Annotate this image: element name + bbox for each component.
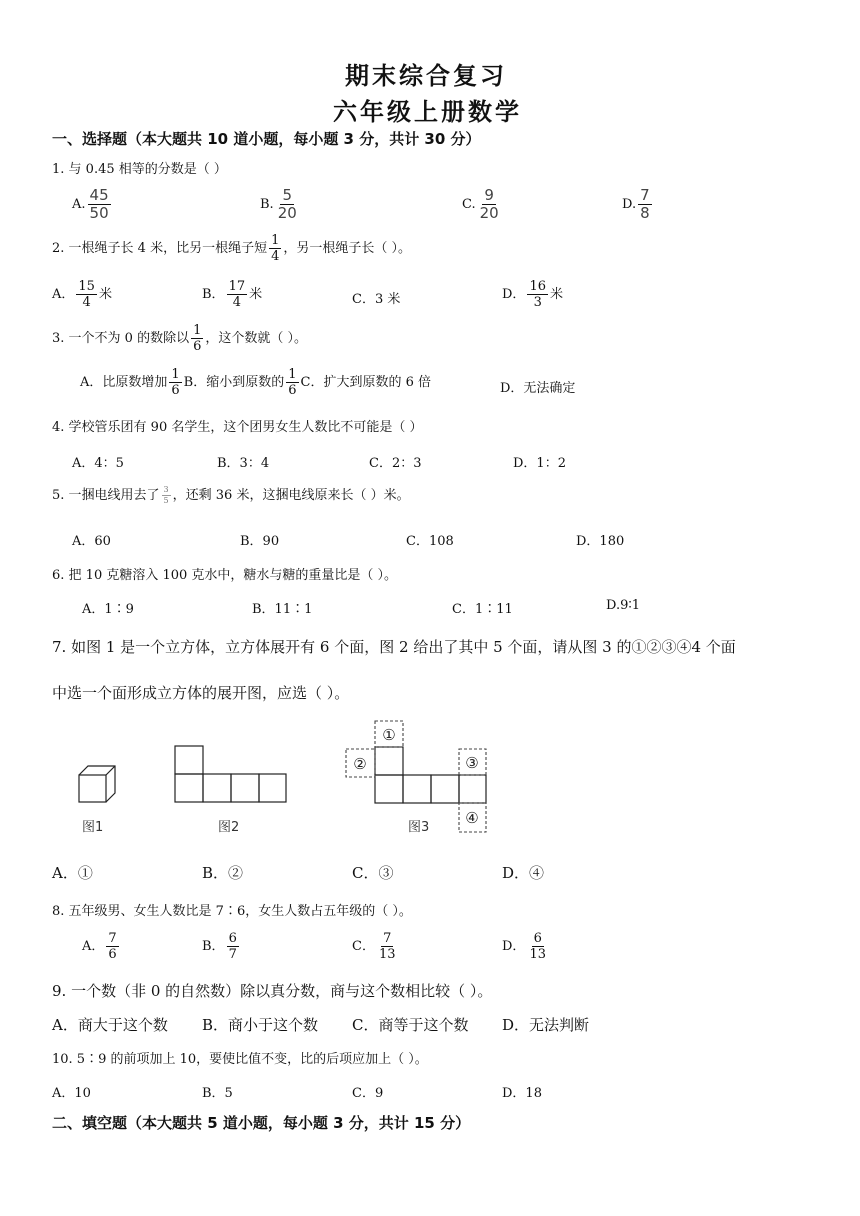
figure-2-net bbox=[175, 746, 286, 802]
title-line2: 六年级上册数学 bbox=[333, 98, 522, 126]
question-10-option-d: D．18 bbox=[502, 1086, 542, 1101]
question-1-option-a: A. $\frac{45}{50}$ bbox=[72, 186, 109, 222]
question-5-option-c: C．108 bbox=[406, 534, 454, 549]
question-7-stem-line1: 7. 如图 1 是一个立方体，立方体展开有 6 个面，图 2 给出了其中 5 个面，请从图 3 的①②③④4 个面 bbox=[52, 638, 736, 656]
figure-1-label: 图1 bbox=[82, 820, 104, 835]
question-10-option-a: A．10 bbox=[52, 1086, 91, 1101]
question-1-option-c: C. $\frac{9}{20}$ bbox=[462, 186, 499, 222]
question-7-option-b: B．② bbox=[202, 864, 244, 882]
question-8-option-a: A． $\frac{7}{6}$ bbox=[82, 931, 117, 962]
figure-3-label: 图3 bbox=[408, 820, 430, 835]
question-6-option-c: C．1∶11 bbox=[452, 602, 513, 617]
question-3-options: A．比原数增加 $\frac{1}{6}$ B．缩小到原数的 $\frac{1}{6}$ C．扩大到原数的 6 倍 bbox=[80, 367, 431, 398]
question-7-figures bbox=[0, 712, 860, 842]
question-4-option-a: A．4：5 bbox=[72, 456, 124, 471]
question-2-option-a: A． $\frac{15}{4}$ 米 bbox=[52, 279, 112, 310]
question-4-option-c: C．2：3 bbox=[369, 456, 422, 471]
question-10-stem: 10. 5∶9 的前项加上 10，要使比值不变，比的后项应加上（ ）。 bbox=[52, 1052, 428, 1067]
question-9-option-c: C．商等于这个数 bbox=[352, 1016, 469, 1034]
question-8-option-c: C． $\frac{7}{13}$ bbox=[352, 931, 396, 962]
question-7-stem-line2: 中选一个面形成立方体的展开图，应选（ ）。 bbox=[52, 684, 350, 702]
question-1-option-b: B. $\frac{5}{20}$ bbox=[260, 186, 297, 222]
question-7-option-c: C．③ bbox=[352, 864, 394, 882]
question-4-stem: 4. 学校管乐团有 90 名学生，这个团男女生人数比不可能是（ ） bbox=[52, 420, 423, 435]
question-5-option-a: A．60 bbox=[72, 534, 111, 549]
question-8-option-b: B． $\frac{6}{7}$ bbox=[202, 931, 237, 962]
question-2-option-d: D． $\frac{16}{3}$ 米 bbox=[502, 279, 563, 310]
question-2-stem: 2. 一根绳子长 4 米，比另一根绳子短 $\frac{1}{4}$ ，另一根绳子长（ ）。 bbox=[52, 233, 411, 264]
question-1-stem: 1. 与 0.45 相等的分数是（ ） bbox=[52, 162, 227, 177]
question-5-option-b: B．90 bbox=[240, 534, 280, 549]
question-9-option-b: B．商小于这个数 bbox=[202, 1016, 319, 1034]
question-6-option-a: A．1∶9 bbox=[82, 602, 134, 617]
candidate-2-mark: ② bbox=[353, 755, 367, 773]
question-4-option-d: D．1：2 bbox=[513, 456, 566, 471]
question-1-option-d: D. $\frac{7}{8}$ bbox=[622, 186, 650, 222]
question-9-option-d: D．无法判断 bbox=[502, 1016, 590, 1034]
section-heading-fill: 二、填空题（本大题共 5 道小题，每小题 3 分，共计 15 分） bbox=[52, 1114, 471, 1132]
question-10-option-b: B．5 bbox=[202, 1086, 233, 1101]
question-5-stem: 5. 一捆电线用去了 $\frac{3}{5}$ ，还剩 36 米，这捆电线原来长（ ）米。 bbox=[52, 485, 410, 505]
question-7-option-d: D．④ bbox=[502, 864, 545, 882]
candidate-1-mark: ① bbox=[382, 726, 396, 744]
question-6-option-b: B．11∶1 bbox=[252, 602, 313, 617]
question-4-option-b: B．3：4 bbox=[217, 456, 270, 471]
question-3-stem: 3. 一个不为 0 的数除以 $\frac{1}{6}$ ，这个数就（ ）。 bbox=[52, 323, 307, 354]
candidate-4-mark: ④ bbox=[465, 809, 479, 827]
question-8-stem: 8. 五年级男、女生人数比是 7∶6，女生人数占五年级的（ ）。 bbox=[52, 904, 412, 919]
question-9-option-a: A．商大于这个数 bbox=[52, 1016, 168, 1034]
question-2-option-b: B． $\frac{17}{4}$ 米 bbox=[202, 279, 263, 310]
question-7-option-a: A．① bbox=[52, 864, 93, 882]
section-heading-choice: 一、选择题（本大题共 10 道小题，每小题 3 分，共计 30 分） bbox=[52, 130, 481, 148]
question-3-option-d: D．无法确定 bbox=[500, 381, 576, 396]
figure-2-label: 图2 bbox=[218, 820, 240, 835]
question-6-option-d: D.9∶1 bbox=[606, 598, 641, 613]
question-2-option-c: C．3 米 bbox=[352, 292, 401, 307]
question-8-option-d: D． $\frac{6}{13}$ bbox=[502, 931, 546, 962]
question-10-option-c: C．9 bbox=[352, 1086, 384, 1101]
question-9-stem: 9. 一个数（非 0 的自然数）除以真分数，商与这个数相比较（ ）。 bbox=[52, 982, 493, 1000]
question-6-stem: 6. 把 10 克糖溶入 100 克水中，糖水与糖的重量比是（ ）。 bbox=[52, 568, 398, 583]
candidate-3-mark: ③ bbox=[465, 754, 479, 772]
figure-1-cube bbox=[79, 766, 115, 802]
question-5-option-d: D．180 bbox=[576, 534, 625, 549]
title-line1: 期末综合复习 bbox=[345, 62, 507, 90]
